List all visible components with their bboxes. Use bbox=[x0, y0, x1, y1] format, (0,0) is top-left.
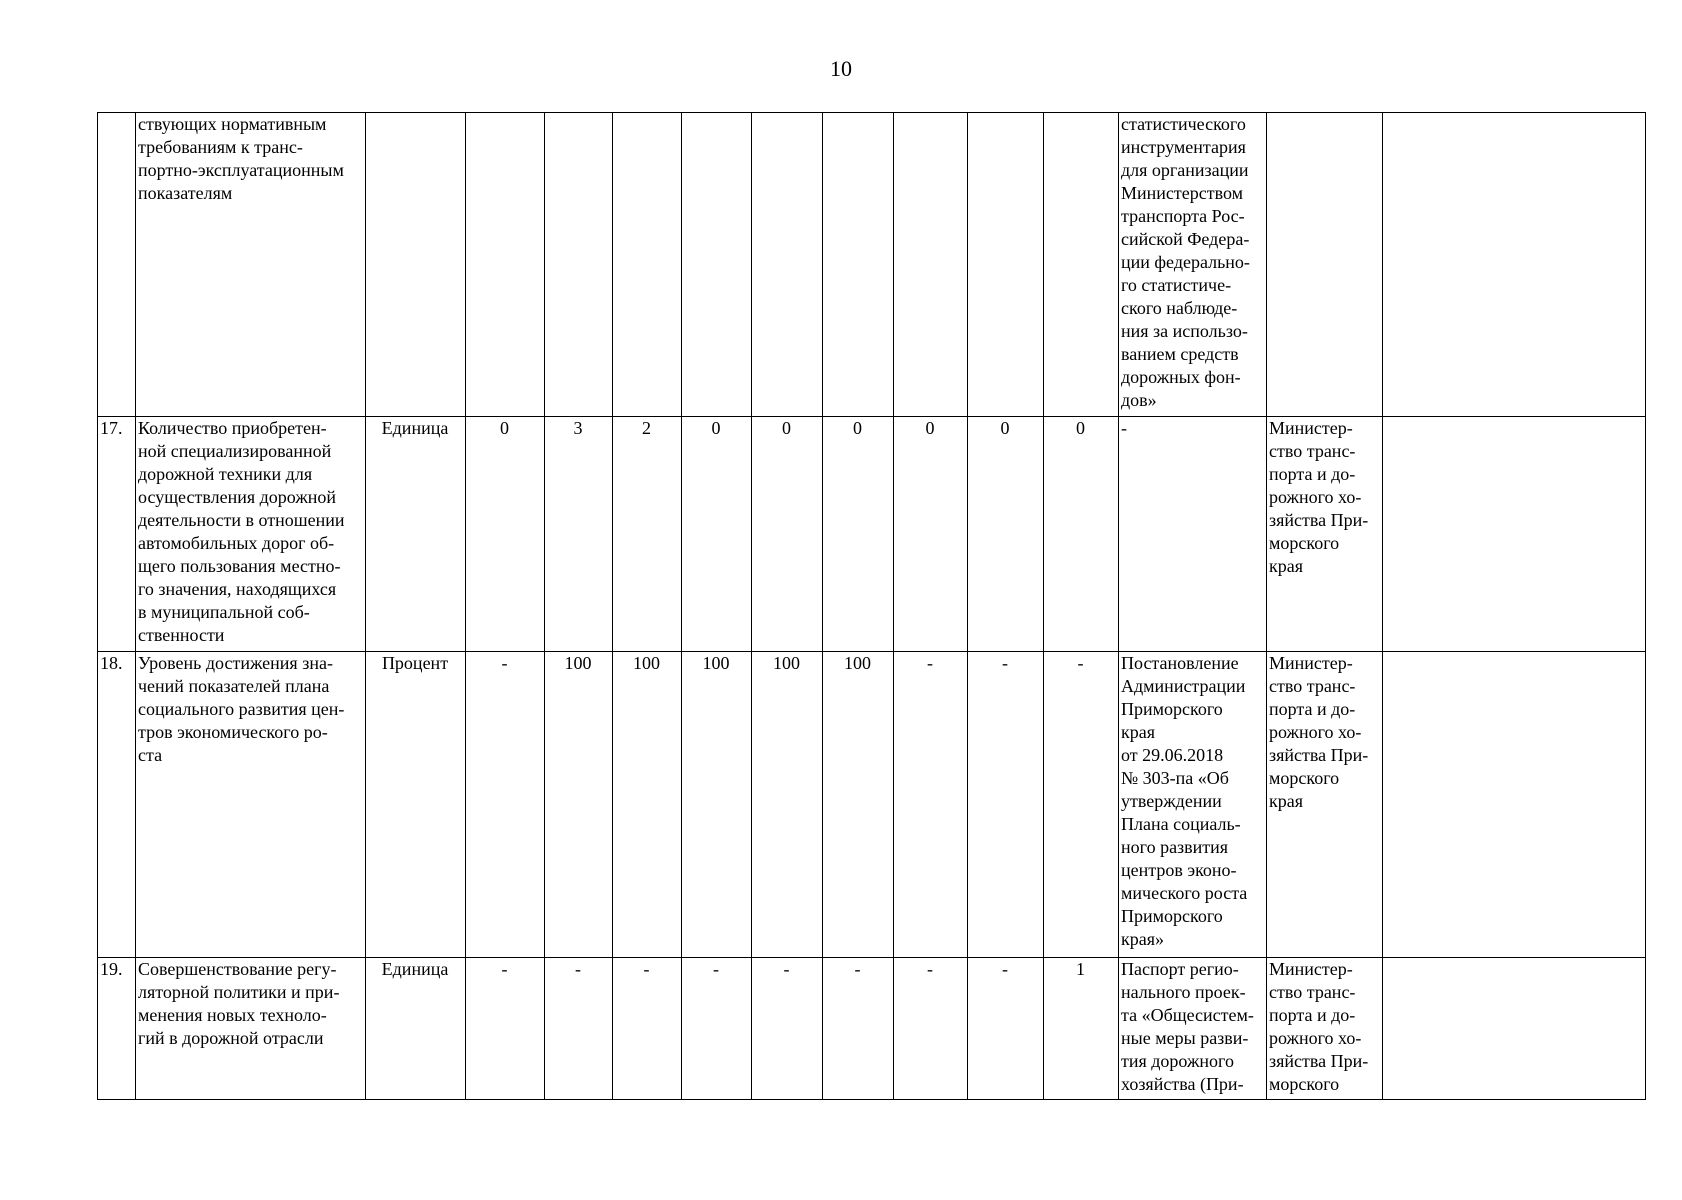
value-cell: - bbox=[1044, 652, 1119, 958]
indicator-name-cell: Совершенствование регу- ляторной политики и при- менения новых техноло- гий в дорожной отрасли bbox=[136, 958, 366, 1100]
value-cell: - bbox=[968, 958, 1044, 1100]
indicator-name-cell: Уровень достижения зна- чений показателей плана социального развития цен- тров экономического ро- ста bbox=[136, 652, 366, 958]
source-document-cell: Паспорт регио- нального проек- та «Общесистем- ные меры разви- тия дорожного хозяйства (При- bbox=[1119, 958, 1267, 1100]
value-cell: 0 bbox=[1044, 417, 1119, 652]
value-cell: - bbox=[894, 652, 968, 958]
value-cell: - bbox=[752, 958, 823, 1100]
value-cell: - bbox=[968, 652, 1044, 958]
row-number-cell bbox=[98, 113, 136, 417]
responsible-cell: Министер- ство транс- порта и до- рожного хо- зяйства При- морского края bbox=[1267, 417, 1383, 652]
value-cell: 0 bbox=[823, 417, 894, 652]
unit-cell: Процент bbox=[366, 652, 466, 958]
unit-cell: Единица bbox=[366, 417, 466, 652]
value-cell bbox=[466, 113, 545, 417]
value-cell: 0 bbox=[894, 417, 968, 652]
value-cell: 1 bbox=[1044, 958, 1119, 1100]
value-cell: - bbox=[823, 958, 894, 1100]
table-row bbox=[98, 652, 1646, 958]
value-cell: 100 bbox=[545, 652, 613, 958]
value-cell: - bbox=[894, 958, 968, 1100]
table-row bbox=[98, 417, 1646, 652]
indicators-table bbox=[97, 112, 1646, 1100]
value-cell bbox=[752, 113, 823, 417]
value-cell: 3 bbox=[545, 417, 613, 652]
unit-cell bbox=[366, 113, 466, 417]
value-cell: 0 bbox=[968, 417, 1044, 652]
value-cell: 0 bbox=[466, 417, 545, 652]
empty-cell bbox=[1383, 958, 1646, 1100]
empty-cell bbox=[1383, 113, 1646, 417]
table-row bbox=[98, 113, 1646, 417]
unit-cell: Единица bbox=[366, 958, 466, 1100]
source-document-cell: - bbox=[1119, 417, 1267, 652]
value-cell: 100 bbox=[752, 652, 823, 958]
indicator-name-cell: Количество приобретен- ной специализированной дорожной техники для осуществления дорожной деятельности в отношении автомобильных дорог об- щего пользования местно- го значения, находящихся в муниципальной соб- ственности bbox=[136, 417, 366, 652]
source-document-cell: статистического инструментария для организации Министерством транспорта Рос- сийской Федера- ции федерально- го статистиче- ского наблюде- ния за использо- ванием средств дорожных фон- дов» bbox=[1119, 113, 1267, 417]
empty-cell bbox=[1383, 652, 1646, 958]
row-number-cell: 18. bbox=[98, 652, 136, 958]
row-number-cell: 19. bbox=[98, 958, 136, 1100]
page-number: 10 bbox=[830, 56, 852, 81]
value-cell bbox=[894, 113, 968, 417]
table-body bbox=[98, 113, 1646, 1100]
value-cell bbox=[968, 113, 1044, 417]
responsible-cell: Министер- ство транс- порта и до- рожного хо- зяйства При- морского bbox=[1267, 958, 1383, 1100]
value-cell bbox=[823, 113, 894, 417]
source-document-cell: Постановление Администрации Приморского края от 29.06.2018 № 303-па «Об утверждении Плана социаль- ного развития центров эконо- мического роста Приморского края» bbox=[1119, 652, 1267, 958]
responsible-cell: Министер- ство транс- порта и до- рожного хо- зяйства При- морского края bbox=[1267, 652, 1383, 958]
value-cell: 100 bbox=[823, 652, 894, 958]
value-cell: 2 bbox=[613, 417, 682, 652]
value-cell: 0 bbox=[752, 417, 823, 652]
value-cell bbox=[682, 113, 752, 417]
value-cell: - bbox=[466, 958, 545, 1100]
value-cell bbox=[613, 113, 682, 417]
value-cell: 0 bbox=[682, 417, 752, 652]
indicator-name-cell: ствующих нормативным требованиям к транс- портно-эксплуатационным показателям bbox=[136, 113, 366, 417]
value-cell bbox=[1044, 113, 1119, 417]
value-cell: 100 bbox=[613, 652, 682, 958]
table-row bbox=[98, 958, 1646, 1100]
value-cell: - bbox=[613, 958, 682, 1100]
row-number-cell: 17. bbox=[98, 417, 136, 652]
value-cell bbox=[545, 113, 613, 417]
responsible-cell bbox=[1267, 113, 1383, 417]
value-cell: - bbox=[466, 652, 545, 958]
empty-cell bbox=[1383, 417, 1646, 652]
value-cell: - bbox=[682, 958, 752, 1100]
value-cell: - bbox=[545, 958, 613, 1100]
value-cell: 100 bbox=[682, 652, 752, 958]
